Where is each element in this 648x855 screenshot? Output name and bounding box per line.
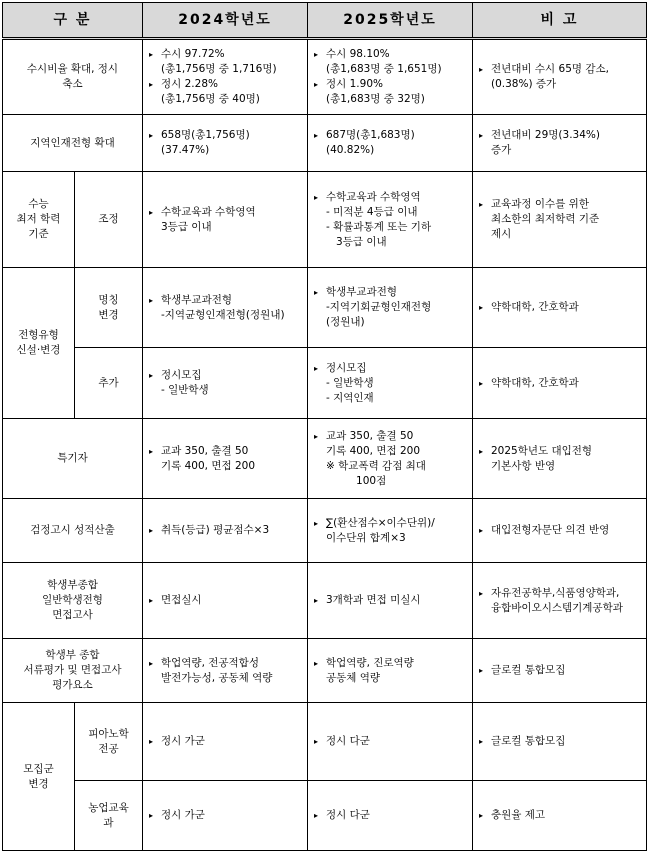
continuation-text: 증가 [491,144,512,156]
bullet-text: 2025학년도 대입전형 [491,444,593,457]
continuation-text: (총1,756명 중 40명) [161,93,260,105]
bullet-line [149,293,303,308]
header-2024: 2024학년도 [143,3,308,39]
bullet-arrow-icon: ▸ [149,526,154,535]
bullet-text: 대입전형자문단 의견 반영 [491,524,610,536]
bullet-arrow-icon: ▸ [479,811,484,820]
bullet-line [479,444,642,459]
row-label: 지역인재전형 확대 [3,115,143,172]
continuation-text: (37.47%) [161,144,210,156]
cell-2024 [143,419,308,499]
continuation-text: - 일반학생 [326,376,374,389]
continuation-text: (총1,756명 중 1,716명) [161,63,277,75]
cell-2025 [308,115,473,172]
row-sublabel: 피아노학 전공 [75,703,143,781]
continuation-text: -지역기회균형인재전형 [326,301,432,313]
cell-note [473,499,647,563]
bullet-line [314,128,468,143]
bullet-arrow-icon: ▸ [314,50,319,59]
continuation-text: (총1,683명 중 1,651명) [326,63,442,75]
bullet-text: 자유전공학부,식품영양학과, [491,586,620,599]
continuation-text: 3등급 이내 [326,235,387,248]
table-row [3,348,647,419]
cell-2025 [308,348,473,419]
bullet-arrow-icon: ▸ [479,446,484,456]
bullet-arrow-icon: ▸ [149,80,154,89]
cell-2025 [308,563,473,639]
cell-2024 [143,639,308,703]
bullet-text: 3개학과 면접 미실시 [326,594,421,606]
bullet-text: 수시 98.10% [326,48,390,60]
row-label: 수시비율 확대, 정시 축소 [3,39,143,115]
cell-note [473,419,647,499]
bullet-line [149,205,303,220]
cell-2024 [143,39,308,115]
bullet-text: 충원율 제고 [491,809,546,821]
cell-2024 [143,348,308,419]
cell-note [473,172,647,268]
bullet-text: 전년대비 29명(3.34%) [491,129,600,141]
table-row [3,268,647,348]
cell-note [473,703,647,781]
continuation-text: 기본사항 반영 [491,459,556,472]
bullet-line [314,361,468,376]
bullet-arrow-icon: ▸ [314,658,319,668]
cell-note [473,781,647,851]
bullet-arrow-icon: ▸ [479,131,484,140]
bullet-line [314,77,468,92]
bullet-line [314,656,468,671]
cell-2025 [308,39,473,115]
bullet-line [314,734,468,749]
table-row [3,39,647,115]
continuation-text: (정원내) [326,316,365,328]
row-sublabel: 추가 [75,348,143,419]
bullet-line [149,444,303,459]
bullet-arrow-icon: ▸ [314,192,319,202]
bullet-text: 학생부교과전형 [326,286,398,298]
continuation-text: (총1,683명 중 32명) [326,93,425,105]
bullet-arrow-icon: ▸ [314,596,319,605]
cell-2024 [143,172,308,268]
continuation-text: 기록 400, 면접 200 [161,459,256,472]
bullet-text: ∑(환산점수×이수단위)/ [326,516,435,529]
bullet-arrow-icon: ▸ [479,303,484,312]
bullet-text: 약학대학, 간호학과 [491,376,579,389]
row-label: 특기자 [3,419,143,499]
header-2025: 2025학년도 [308,3,473,39]
bullet-text: 정시 다군 [326,735,370,747]
continuation-text: 공동체 역량 [326,671,381,684]
cell-2025 [308,268,473,348]
continuation-text: 기록 400, 면접 200 [326,444,421,457]
header-note: 비 고 [473,3,647,39]
bullet-arrow-icon: ▸ [479,737,484,746]
row-label: 수능 최저 학력 기준 [3,172,75,268]
row-sublabel: 농업교육 과 [75,781,143,851]
cell-2025 [308,639,473,703]
continuation-text: 100점 [326,474,387,487]
bullet-arrow-icon: ▸ [479,378,484,388]
bullet-line [149,47,303,62]
continuation-text: 발전가능성, 공동체 역량 [161,671,273,684]
continuation-text: -지역균형인재전형(정원내) [161,308,285,321]
bullet-arrow-icon: ▸ [314,363,319,373]
continuation-text: 최소한의 최저학력 기준 [491,213,600,225]
bullet-arrow-icon: ▸ [314,431,319,441]
bullet-line [314,516,468,531]
cell-2024 [143,268,308,348]
admission-changes-table [2,2,647,851]
cell-2024 [143,781,308,851]
row-sublabel: 조정 [75,172,143,268]
bullet-line [149,77,303,92]
continuation-text: (0.38%) 증가 [491,78,557,90]
bullet-text: 학업역량, 전공적합성 [161,656,259,669]
bullet-text: 글로컬 통합모집 [491,735,566,747]
bullet-line [479,128,642,143]
table-row [3,781,647,851]
cell-note [473,115,647,172]
table-row [3,499,647,563]
row-sublabel: 명칭 변경 [75,268,143,348]
bullet-text: 글로컬 통합모집 [491,664,566,676]
row-label: 모집군 변경 [3,703,75,851]
cell-2024 [143,115,308,172]
bullet-arrow-icon: ▸ [314,737,319,746]
row-label: 전형유형 신설·변경 [3,268,75,419]
continuation-text: (40.82%) [326,144,375,156]
bullet-text: 약학대학, 간호학과 [491,301,579,313]
continuation-text: 융합바이오시스템기계공학과 [491,601,623,614]
cell-2024 [143,703,308,781]
bullet-text: 정시 가군 [161,809,205,821]
bullet-line [314,190,468,205]
bullet-line [479,376,642,391]
bullet-line [479,300,642,315]
bullet-arrow-icon: ▸ [149,658,154,668]
bullet-line [479,808,642,823]
cell-2025 [308,781,473,851]
bullet-line [314,47,468,62]
bullet-arrow-icon: ▸ [314,131,319,140]
bullet-text: 정시 2.28% [161,78,218,90]
bullet-text: 687명(총1,683명) [326,129,415,141]
bullet-text: 정시 1.90% [326,78,383,90]
bullet-line [314,808,468,823]
continuation-text: - 일반학생 [161,384,209,396]
row-label: 검정고시 성적산출 [3,499,143,563]
bullet-line [479,734,642,749]
bullet-arrow-icon: ▸ [314,811,319,820]
bullet-arrow-icon: ▸ [149,131,154,140]
bullet-text: 학생부교과전형 [161,293,233,306]
bullet-text: 교육과정 이수를 위한 [491,198,589,210]
table-row [3,172,647,268]
bullet-line [149,734,303,749]
cell-note [473,563,647,639]
bullet-arrow-icon: ▸ [314,288,319,297]
cell-2024 [143,499,308,563]
bullet-text: 면접실시 [161,594,202,606]
cell-note [473,39,647,115]
cell-note [473,348,647,419]
bullet-text: 정시 다군 [326,809,370,821]
bullet-text: 정시모집 [326,361,367,374]
bullet-arrow-icon: ▸ [479,526,484,535]
bullet-line [149,368,303,383]
bullet-text: 학업역량, 진로역량 [326,656,414,669]
bullet-arrow-icon: ▸ [149,811,154,820]
bullet-text: 수학교육과 수학영역 [161,205,256,218]
bullet-arrow-icon: ▸ [149,737,154,746]
bullet-text: 정시 가군 [161,735,205,747]
sub-item-text: - 확률과통계 또는 기하 [326,220,432,233]
bullet-text: 교과 350, 출결 50 [161,444,249,457]
bullet-text: 수시 97.72% [161,48,225,60]
cell-2025 [308,172,473,268]
continuation-text: - 지역인재 [326,391,374,404]
header-category: 구 분 [3,3,143,39]
bullet-arrow-icon: ▸ [149,596,154,605]
continuation-text: ※ 학교폭력 감점 최대 [326,459,426,472]
continuation-text: 3등급 이내 [161,220,212,233]
bullet-text: 658명(총1,756명) [161,129,250,141]
bullet-line [479,62,642,77]
row-label: 학생부 종합 서류평가 및 면접고사 평가요소 [3,639,143,703]
sub-item-text: - 미적분 4등급 이내 [326,205,418,218]
bullet-arrow-icon: ▸ [314,80,319,89]
bullet-text: 교과 350, 출결 50 [326,429,414,442]
continuation-text: 이수단위 합계×3 [326,531,406,544]
bullet-text: 취득(등급) 평균점수×3 [161,524,270,536]
bullet-line [314,429,468,444]
cell-2025 [308,499,473,563]
table-row [3,703,647,781]
cell-2025 [308,419,473,499]
bullet-line [479,523,642,538]
cell-note [473,639,647,703]
cell-2024 [143,563,308,639]
table-row [3,115,647,172]
cell-2025 [308,703,473,781]
bullet-line [149,656,303,671]
bullet-arrow-icon: ▸ [479,65,484,74]
bullet-text: 전년대비 수시 65명 감소, [491,63,609,75]
bullet-line [479,663,642,678]
bullet-arrow-icon: ▸ [314,518,319,528]
bullet-arrow-icon: ▸ [149,207,154,217]
bullet-arrow-icon: ▸ [479,666,484,675]
bullet-arrow-icon: ▸ [479,200,484,209]
bullet-arrow-icon: ▸ [149,371,154,380]
table-row [3,639,647,703]
table-header-row [3,3,647,39]
bullet-line [314,285,468,300]
bullet-line [149,593,303,608]
bullet-line [314,593,468,608]
bullet-arrow-icon: ▸ [149,50,154,59]
continuation-text: 제시 [491,228,512,240]
table-row [3,419,647,499]
bullet-line [479,586,642,601]
bullet-arrow-icon: ▸ [479,588,484,598]
bullet-line [149,808,303,823]
bullet-line [149,128,303,143]
bullet-text: 수학교육과 수학영역 [326,190,421,203]
cell-note [473,268,647,348]
bullet-line [479,197,642,212]
bullet-line [149,523,303,538]
row-label: 학생부종합 일반학생전형 면접고사 [3,563,143,639]
bullet-text: 정시모집 [161,369,202,381]
bullet-arrow-icon: ▸ [149,295,154,305]
table-row [3,563,647,639]
bullet-arrow-icon: ▸ [149,446,154,456]
